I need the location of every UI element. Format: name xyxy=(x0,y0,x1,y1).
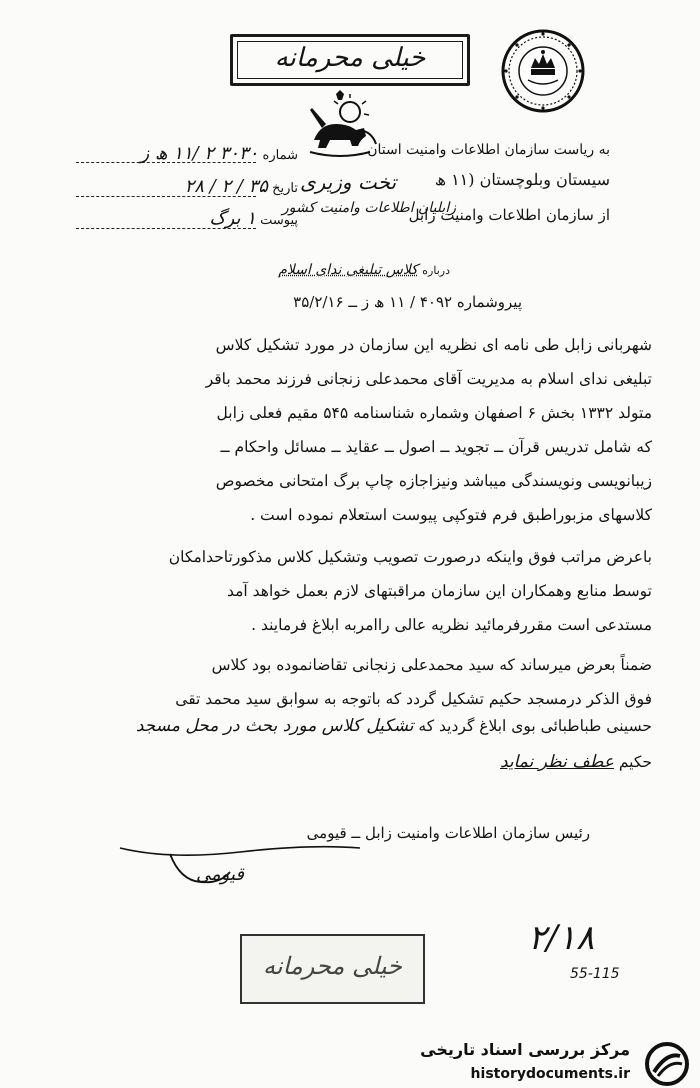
body-paragraph-2 xyxy=(92,540,652,642)
sender-line-text: از سازمان اطلاعات وامنیت زابل xyxy=(408,206,610,224)
watermark-org-name: مرکز بررسی اسناد تاریخی xyxy=(420,1040,630,1059)
attachment-dotted-line xyxy=(76,228,256,229)
letter-date-label: تاریخ xyxy=(272,181,298,196)
confidential-stamp-text: خیلی محرمانه xyxy=(274,43,426,73)
paragraph-1-line: کلاسهای مزبوراطبق فرم فتوکپی پیوست استعلام نموده است . xyxy=(250,506,652,524)
addressee-line-1: به ریاست سازمان اطلاعات وامنیت استان xyxy=(367,142,610,158)
addressee-line-2 xyxy=(435,170,610,189)
paragraph-3-line: فوق الذکر درمسجد حکیم تشکیل گردد که باتوجه به سوابق سید محمد تقی xyxy=(175,690,652,708)
number-dotted-line xyxy=(76,162,256,163)
confidential-stamp-bottom-text: خیلی محرمانه xyxy=(263,952,402,980)
watermark-site-url: historydocuments.ir xyxy=(470,1066,630,1082)
bottom-document-code: 55-115 xyxy=(570,966,620,982)
letter-number-value: ۳۰۳۰ ۲ /۱۱ ھ ز xyxy=(140,143,259,164)
letter-date-value: ۳۵ / ۲ / ۲۸ xyxy=(184,176,268,197)
paragraph-3-line-3 xyxy=(136,716,652,736)
round-seal-icon xyxy=(500,28,586,114)
attachment-label: پیوست xyxy=(260,213,298,228)
paragraph-3-line-4-text: حکیم xyxy=(618,753,652,771)
letter-number-label: شماره xyxy=(262,148,298,163)
subject-text: کلاس تبلیغی ندای اسلام xyxy=(278,262,418,278)
archive-logo-icon xyxy=(642,1042,692,1086)
signature-handwritten-name: قیومی xyxy=(196,864,244,885)
attachment-value: ۱ برگ xyxy=(209,208,256,229)
addressee-handwritten-name: تخت وزیری xyxy=(300,170,397,194)
paragraph-3-handwritten-closing: عطف نظر نماید xyxy=(499,752,614,772)
paragraph-1-line: که شامل تدریس قرآن ــ تجوید ــ اصول ــ عقاید ــ مسائل واحکام ــ xyxy=(220,438,652,456)
paragraph-3-line: ضمناً بعرض میرساند که سید محمدعلی زنجانی تقاضانموده بود کلاس xyxy=(211,656,652,674)
paragraph-1-line: زیبانویسی ونویسندگی میباشد ونیزاجازه چاپ برگ امتحانی مخصوص xyxy=(215,472,652,490)
subject-label: درباره xyxy=(422,264,450,277)
paragraph-1-line: تبلیغی ندای اسلام به مدیریت آقای محمدعلی زنجانی فرزند محمد باقر xyxy=(205,370,652,388)
confidential-stamp-bottom xyxy=(240,934,425,1004)
signatory-title-text: رئیس سازمان اطلاعات وامنیت زابل ــ xyxy=(351,824,590,842)
body-paragraph-1 xyxy=(92,328,652,532)
bottom-handwritten-number: ۲/۱۸ xyxy=(528,918,595,958)
date-dotted-line xyxy=(76,196,256,197)
paragraph-1-line: متولد ۱۳۳۲ بخش ۶ اصفهان وشماره شناسنامه ۵۴۵ مقیم فعلی زابل xyxy=(216,404,652,422)
paragraph-1-line: شهربانی زابل طی نامه ای نظریه این سازمان در مورد تشکیل کلاس xyxy=(215,336,652,354)
signatory-name: قیومی xyxy=(306,824,347,842)
paragraph-2-line: مستدعی است مقررفرمائید نظریه عالی راامربه ابلاغ فرمایند . xyxy=(251,616,652,634)
body-paragraph-3 xyxy=(92,648,652,716)
letter-date-field xyxy=(108,176,298,197)
attachment-field xyxy=(108,208,298,229)
sender-handwritten-note: زابلیان اطلاعات وامنیت کشور xyxy=(282,200,456,216)
reference-line: پیروشماره ۴۰۹۲ / ۱۱ ھ ز ــ ۳۵/۲/۱۶ xyxy=(293,293,522,311)
paragraph-3-handwritten-addition: تشکیل کلاس مورد بحث در محل مسجد xyxy=(135,716,414,736)
paragraph-3-line-4 xyxy=(500,752,652,772)
confidential-stamp-top xyxy=(230,34,470,86)
paragraph-2-line: باعرض مراتب فوق واینکه درصورت تصویب وتشکیل کلاس مذکورتاحدامکان xyxy=(168,548,652,566)
paragraph-3-line-3-text: حسینی طباطبائی بوی ابلاغ گردید که xyxy=(418,717,652,735)
watermark-footer xyxy=(400,1040,700,1088)
signature-scrawl-icon xyxy=(110,830,430,900)
paragraph-2-line: توسط منابع وهمکاران این سازمان مراقبتهای لازم بعمل خواهد آمد xyxy=(226,582,652,600)
addressee-line-2-text: سیستان وبلوچستان (۱۱ ھ xyxy=(434,170,610,189)
letter-number-field xyxy=(108,143,298,164)
subject-line xyxy=(278,262,450,278)
